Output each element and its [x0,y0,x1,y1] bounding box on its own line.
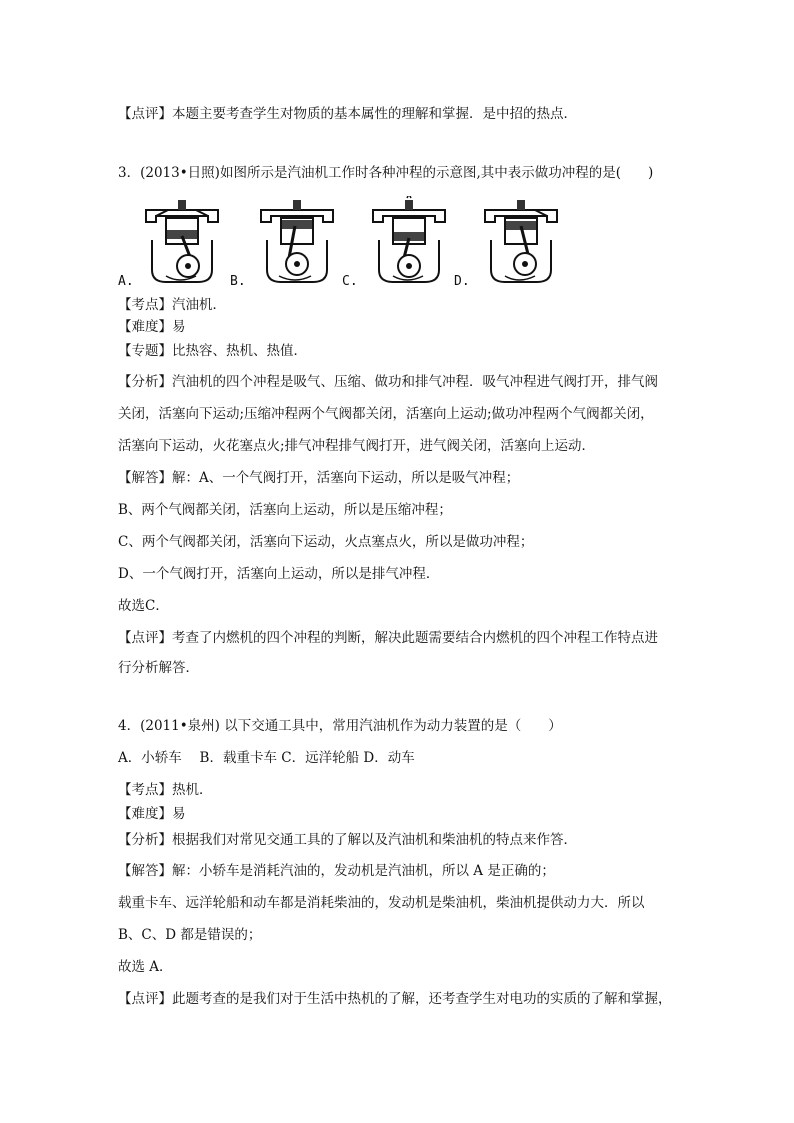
q4-dianping: 【点评】此题考查的是我们对于生活中热机的了解，还考查学生对电功的实质的了解和掌握， [118,991,672,1007]
engine-diagrams [118,196,578,288]
q4-options: A．小轿车 B．载重卡车 C．远洋轮船 D．动车 [118,750,415,766]
q3-jieda-line-5: 故选C． [118,598,169,614]
q4-fenxi: 【分析】根据我们对常见交通工具的了解以及汽油机和柴油机的特点来作答． [118,832,577,848]
engine-d-icon [475,196,567,288]
engine-diagram-a [136,196,228,288]
q3-fenxi-line-2: 关闭，活塞向下运动;压缩冲程两个气阀都关闭，活塞向上运动;做功冲程两个气阀都关闭， [118,406,654,422]
question-4-title: 4．(2011•泉州) 以下交通工具中，常用汽油机作为动力装置的是（ ） [118,718,562,734]
q4-jieda-line-1: 【解答】解：小轿车是消耗汽油的，发动机是汽油机，所以 A 是正确的； [118,863,555,879]
q4-kaodian: 【考点】热机． [118,782,213,798]
q4-nandu: 【难度】易 [118,806,186,822]
q3-jieda-line-4: D、一个气阀打开，活塞向上运动，所以是排气冲程． [118,566,440,582]
q3-fenxi-line-1: 【分析】汽油机的四个冲程是吸气、压缩、做功和排气冲程．吸气冲程进气阀打开，排气阀 [118,374,658,390]
engine-diagram-d [475,196,567,288]
engine-a-icon [136,196,228,288]
engine-diagram-b [251,196,343,288]
q3-kaodian: 【考点】汽油机． [118,297,226,313]
review-1: 【点评】本题主要考查学生对物质的基本属性的理解和掌握．是中招的热点． [118,106,577,122]
q3-zhuanti: 【专题】比热容、热机、热值． [118,343,307,359]
option-d-label: D. [454,274,470,289]
q3-dianping-line-1: 【点评】考查了内燃机的四个冲程的判断，解决此题需要结合内燃机的四个冲程工作特点进 [118,630,658,646]
engine-c-icon [363,196,455,288]
engine-b-icon [251,196,343,288]
q3-jieda-line-2: B、两个气阀都关闭，活塞向上运动，所以是压缩冲程； [118,502,452,518]
q3-jieda-line-3: C、两个气阀都关闭，活塞向下运动，火点塞点火，所以是做功冲程； [118,534,534,550]
q4-jieda-line-4: 故选 A． [118,959,173,975]
q3-dianping-line-2: 行分析解答． [118,660,199,676]
engine-diagram-c [363,196,455,288]
q4-jieda-line-2: 载重卡车、远洋轮船和动车都是消耗柴油的，发动机是柴油机，柴油机提供动力大．所以 [118,895,645,911]
option-c-label: C. [342,274,358,289]
option-b-label: B. [230,274,246,289]
question-3-title: 3．(2013•日照)如图所示是汽油机工作时各种冲程的示意图,其中表示做功冲程的是( ) [118,165,654,181]
q3-nandu: 【难度】易 [118,319,186,335]
option-a-label: A. [118,274,134,289]
q3-jieda-line-1: 【解答】解：A、一个气阀打开，活塞向下运动，所以是吸气冲程； [118,470,520,486]
q4-jieda-line-3: B、C、D 都是错误的； [118,927,262,943]
q3-fenxi-line-3: 活塞向下运动，火花塞点火;排气冲程排气阀打开，进气阀关闭，活塞向上运动． [118,438,596,454]
